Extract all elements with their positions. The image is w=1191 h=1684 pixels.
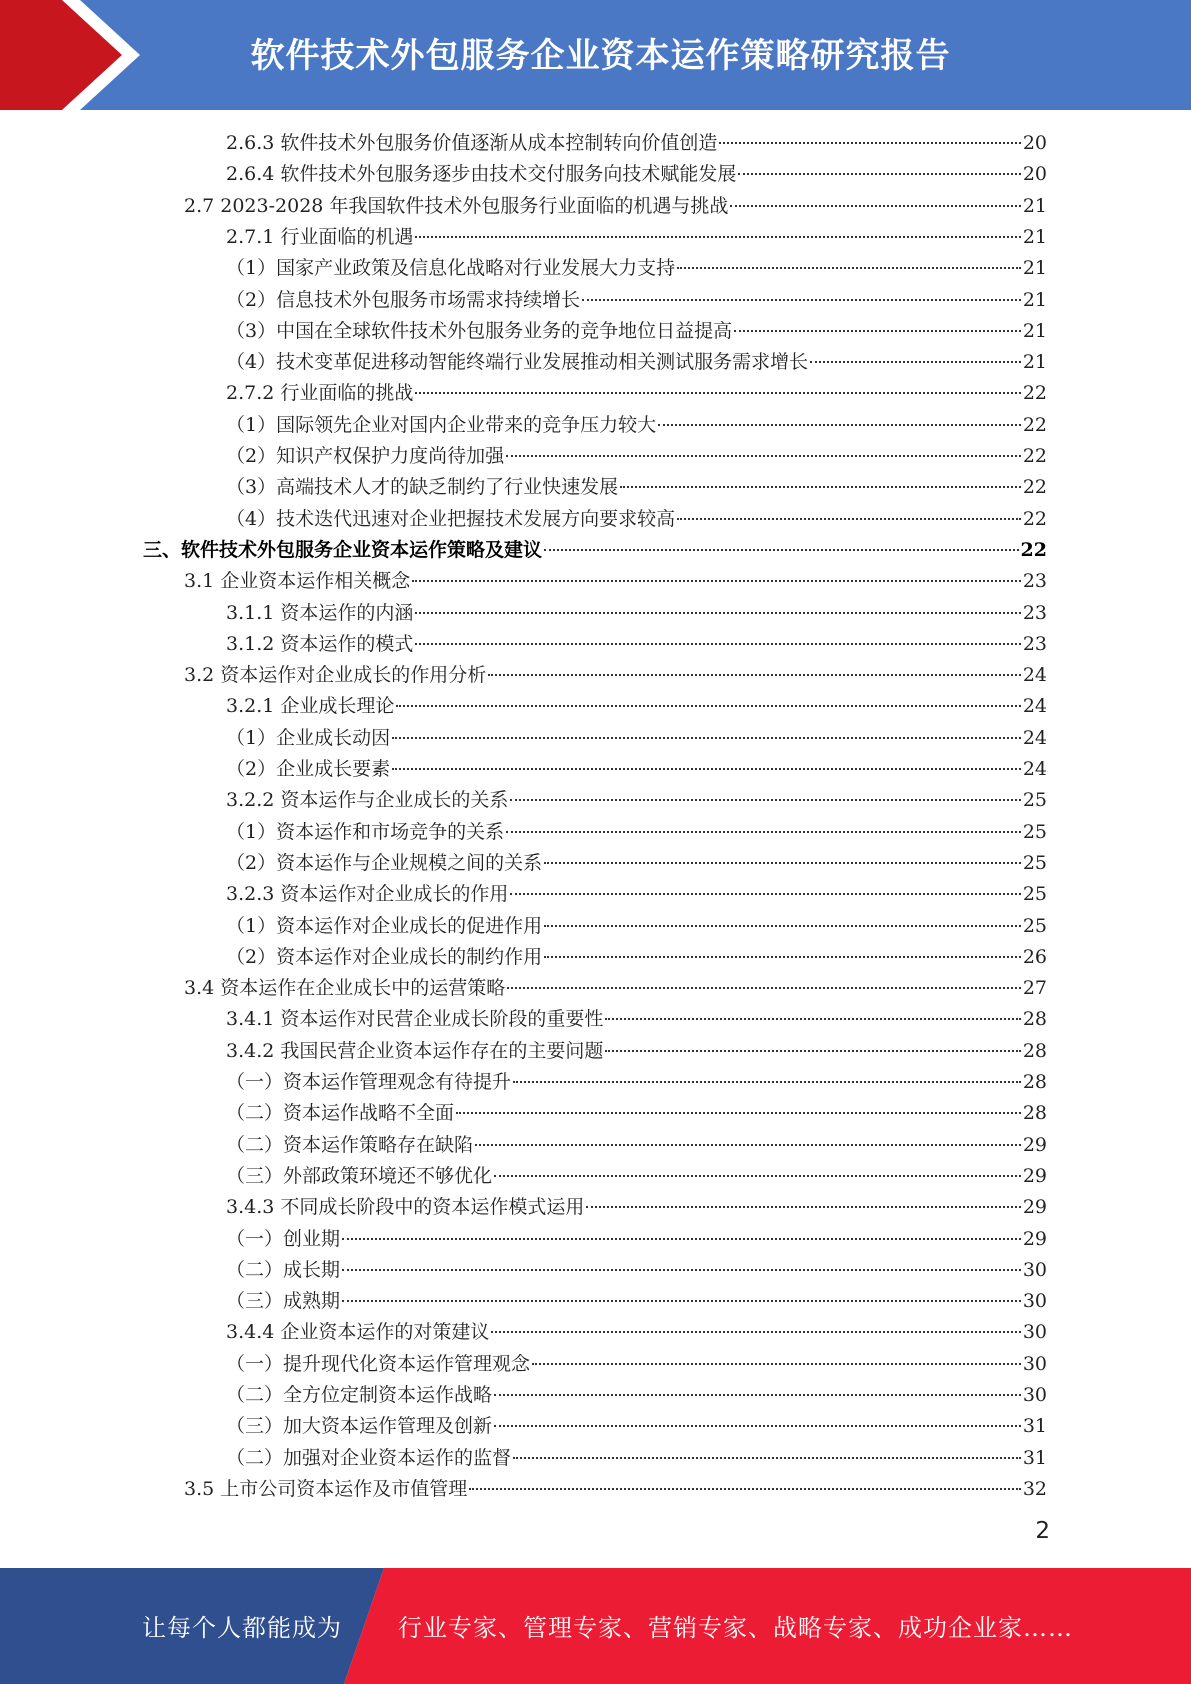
page-footer: [0, 1568, 1191, 1684]
toc-entry[interactable]: [226, 785, 1047, 816]
toc-entry-label: （2）信息技术外包服务市场需求持续增长: [226, 289, 581, 311]
toc-entry-label: （4）技术变革促进移动智能终端行业发展推动相关测试服务需求增长: [226, 351, 809, 373]
toc-dot-leader: [415, 236, 1020, 238]
toc-entry[interactable]: [226, 1255, 1047, 1286]
toc-entry-label: 3.1.2 资本运作的模式: [226, 633, 414, 655]
toc-entry-page: 20: [1022, 132, 1047, 154]
toc-dot-leader: [620, 486, 1021, 488]
toc-entry-label: （二）资本运作策略存在缺陷: [226, 1134, 474, 1156]
toc-entry-label: 3.4.2 我国民营企业资本运作存在的主要问题: [226, 1040, 604, 1062]
toc-entry-label: （二）成长期: [226, 1259, 341, 1281]
toc-dot-leader: [491, 1331, 1020, 1333]
toc-dot-leader: [494, 1394, 1021, 1396]
toc-entry[interactable]: [226, 1036, 1047, 1067]
toc-dot-leader: [415, 612, 1020, 614]
toc-entry-page: 29: [1022, 1196, 1047, 1218]
toc-entry[interactable]: [226, 1067, 1047, 1098]
toc-entry-label: 3.4 资本运作在企业成长中的运营策略: [184, 977, 506, 999]
toc-entry-label: 2.7.2 行业面临的挑战: [226, 382, 414, 404]
toc-entry-page: 22: [1020, 539, 1047, 561]
toc-entry-page: 30: [1022, 1353, 1047, 1375]
toc-entry[interactable]: [226, 1161, 1047, 1192]
toc-entry-label: 3.1.1 资本运作的内涵: [226, 602, 414, 624]
toc-dot-leader: [392, 737, 1021, 739]
toc-entry-label: （2）知识产权保护力度尚待加强: [226, 445, 505, 467]
toc-entry-label: （1）资本运作对企业成长的促进作用: [226, 915, 543, 937]
toc-entry-page: 24: [1022, 758, 1047, 780]
toc-dot-leader: [658, 424, 1021, 426]
toc-entry-page: 22: [1022, 508, 1047, 530]
toc-entry[interactable]: [226, 848, 1047, 879]
toc-entry-page: 30: [1022, 1321, 1047, 1343]
toc-entry-label: （一）资本运作管理观念有待提升: [226, 1071, 512, 1093]
toc-entry-page: 23: [1022, 570, 1047, 592]
toc-dot-leader: [494, 1175, 1021, 1177]
toc-entry-label: 3.2.3 资本运作对企业成长的作用: [226, 883, 509, 905]
toc-entry-label: （4）技术迭代迅速对企业把握技术发展方向要求较高: [226, 508, 676, 530]
toc-entry[interactable]: [226, 1004, 1047, 1035]
toc-dot-leader: [469, 1488, 1021, 1490]
toc-dot-leader: [810, 361, 1021, 363]
toc-entry-label: （1）企业成长动因: [226, 727, 391, 749]
toc-entry-label: （1）国家产业政策及信息化战略对行业发展大力支持: [226, 257, 676, 279]
toc-dot-leader: [605, 1050, 1020, 1052]
toc-entry-page: 29: [1022, 1228, 1047, 1250]
toc-entry[interactable]: [226, 817, 1047, 848]
toc-entry-label: （2）资本运作与企业规模之间的关系: [226, 852, 543, 874]
toc-entry-label: 3.2.2 资本运作与企业成长的关系: [226, 789, 509, 811]
toc-entry-page: 30: [1022, 1290, 1047, 1312]
toc-entry-page: 24: [1022, 664, 1047, 686]
footer-slogan-right: 行业专家、管理专家、营销专家、战略专家、成功企业家……: [398, 1614, 1073, 1642]
toc-entry-label: （三）外部政策环境还不够优化: [226, 1165, 493, 1187]
toc-entry[interactable]: [226, 472, 1047, 503]
toc-entry[interactable]: [226, 378, 1047, 409]
toc-entry[interactable]: [226, 504, 1047, 535]
toc-entry-label: 3.1 企业资本运作相关概念: [184, 570, 411, 592]
toc-entry[interactable]: [226, 1224, 1047, 1255]
toc-dot-leader: [392, 768, 1021, 770]
toc-entry-page: 22: [1022, 445, 1047, 467]
toc-entry[interactable]: [226, 159, 1047, 190]
toc-entry-page: 26: [1022, 946, 1047, 968]
toc-dot-leader: [510, 893, 1020, 895]
page-number: 2: [1035, 1518, 1050, 1544]
toc-entry[interactable]: [226, 410, 1047, 441]
toc-entry-label: （3）高端技术人才的缺乏制约了行业快速发展: [226, 476, 619, 498]
toc-entry-page: 29: [1022, 1165, 1047, 1187]
toc-entry-label: 3.2.1 企业成长理论: [226, 695, 395, 717]
toc-entry-page: 28: [1022, 1102, 1047, 1124]
toc-entry[interactable]: [226, 1286, 1047, 1317]
toc-entry-label: （一）提升现代化资本运作管理观念: [226, 1353, 531, 1375]
toc-entry-page: 23: [1022, 602, 1047, 624]
toc-entry-label: （三）加大资本运作管理及创新: [226, 1415, 493, 1437]
toc-entry[interactable]: [226, 879, 1047, 910]
toc-entry[interactable]: [226, 1192, 1047, 1223]
toc-entry-page: 25: [1022, 915, 1047, 937]
toc-entry[interactable]: [226, 754, 1047, 785]
toc-entry-label: （2）资本运作对企业成长的制约作用: [226, 946, 543, 968]
footer-slogan-left: 让每个人都能成为: [142, 1614, 342, 1642]
toc-entry-label: （1）资本运作和市场竞争的关系: [226, 821, 505, 843]
toc-entry-page: 30: [1022, 1259, 1047, 1281]
toc-entry[interactable]: [226, 1130, 1047, 1161]
toc-entry-page: 31: [1022, 1415, 1047, 1437]
toc-entry[interactable]: [184, 973, 1047, 1004]
toc-dot-leader: [582, 299, 1021, 301]
toc-entry[interactable]: [226, 1349, 1047, 1380]
toc-entry[interactable]: [226, 942, 1047, 973]
toc-entry-page: 28: [1022, 1040, 1047, 1062]
toc-dot-leader: [415, 392, 1020, 394]
toc-entry-page: 25: [1022, 789, 1047, 811]
toc-entry[interactable]: [226, 1380, 1047, 1411]
toc-entry[interactable]: [226, 1443, 1047, 1474]
toc-dot-leader: [730, 205, 1020, 207]
toc-entry-label: （一）创业期: [226, 1228, 341, 1250]
toc-entry-page: 24: [1022, 727, 1047, 749]
toc-dot-leader: [513, 1457, 1021, 1459]
toc-dot-leader: [605, 1018, 1020, 1020]
toc-entry-label: 3.4.3 不同成长阶段中的资本运作模式运用: [226, 1196, 585, 1218]
toc-entry-label: （2）企业成长要素: [226, 758, 391, 780]
toc-entry[interactable]: [226, 285, 1047, 316]
toc-dot-leader: [734, 330, 1021, 332]
toc-dot-leader: [396, 705, 1020, 707]
toc-entry[interactable]: [184, 660, 1047, 691]
toc-dot-leader: [532, 1363, 1021, 1365]
toc-entry-page: 21: [1022, 289, 1047, 311]
toc-entry[interactable]: [226, 1098, 1047, 1129]
toc-entry[interactable]: [184, 1474, 1047, 1505]
toc-dot-leader: [510, 799, 1020, 801]
toc-dot-leader: [412, 580, 1021, 582]
toc-entry-page: 24: [1022, 695, 1047, 717]
toc-dot-leader: [544, 549, 1019, 551]
toc-entry-label: 3.2 资本运作对企业成长的作用分析: [184, 664, 487, 686]
toc-entry-label: （二）全方位定制资本运作战略: [226, 1384, 493, 1406]
toc-entry[interactable]: [226, 598, 1047, 629]
toc-entry-page: 25: [1022, 852, 1047, 874]
toc-dot-leader: [506, 831, 1021, 833]
toc-dot-leader: [719, 142, 1020, 144]
toc-dot-leader: [415, 643, 1020, 645]
toc-entry-label: 2.7.1 行业面临的机遇: [226, 226, 414, 248]
toc-entry-page: 25: [1022, 883, 1047, 905]
toc-dot-leader: [677, 267, 1021, 269]
toc-entry-page: 22: [1022, 476, 1047, 498]
toc-entry-page: 25: [1022, 821, 1047, 843]
toc-entry-page: 23: [1022, 633, 1047, 655]
toc-entry-label: （二）资本运作战略不全面: [226, 1102, 455, 1124]
toc-entry-page: 21: [1022, 320, 1047, 342]
toc-entry-page: 30: [1022, 1384, 1047, 1406]
toc-dot-leader: [677, 518, 1021, 520]
toc-entry[interactable]: [226, 723, 1047, 754]
toc-entry-page: 22: [1022, 382, 1047, 404]
toc-dot-leader: [475, 1144, 1021, 1146]
toc-entry-label: 3.4.4 企业资本运作的对策建议: [226, 1321, 490, 1343]
toc-entry[interactable]: [226, 911, 1047, 942]
toc-entry[interactable]: [184, 191, 1047, 222]
toc-dot-leader: [456, 1112, 1021, 1114]
toc-entry-page: 21: [1022, 351, 1047, 373]
toc-entry[interactable]: [226, 1411, 1047, 1442]
toc-dot-leader: [494, 1425, 1021, 1427]
toc-entry-page: 29: [1022, 1134, 1047, 1156]
toc-entry-page: 28: [1022, 1008, 1047, 1030]
toc-entry[interactable]: [226, 347, 1047, 378]
toc-entry[interactable]: [226, 316, 1047, 347]
toc-dot-leader: [506, 455, 1021, 457]
toc-entry-label: 3.4.1 资本运作对民营企业成长阶段的重要性: [226, 1008, 604, 1030]
toc-entry-label: 2.7 2023-2028 年我国软件技术外包服务行业面临的机遇与挑战: [184, 195, 729, 217]
toc-entry-page: 27: [1022, 977, 1047, 999]
toc-dot-leader: [544, 862, 1021, 864]
toc-entry[interactable]: [226, 222, 1047, 253]
toc-entry-page: 32: [1022, 1478, 1047, 1500]
toc-entry-label: 2.6.4 软件技术外包服务逐步由技术交付服务向技术赋能发展: [226, 163, 737, 185]
toc-entry-page: 31: [1022, 1447, 1047, 1469]
toc-entry-page: 22: [1022, 414, 1047, 436]
toc-entry[interactable]: [226, 253, 1047, 284]
toc-dot-leader: [513, 1081, 1021, 1083]
toc-dot-leader: [544, 956, 1021, 958]
toc-entry-page: 20: [1022, 163, 1047, 185]
toc-dot-leader: [507, 987, 1021, 989]
toc-entry-page: 21: [1022, 195, 1047, 217]
page-header: [0, 0, 1191, 110]
toc-dot-leader: [586, 1206, 1020, 1208]
toc-entry-label: （二）加强对企业资本运作的监督: [226, 1447, 512, 1469]
toc-entry-page: 21: [1022, 257, 1047, 279]
toc-entry[interactable]: [184, 566, 1047, 597]
toc-dot-leader: [342, 1269, 1021, 1271]
toc-entry-label: （3）中国在全球软件技术外包服务业务的竞争地位日益提高: [226, 320, 733, 342]
toc-entry[interactable]: [226, 1317, 1047, 1348]
toc-entry-page: 28: [1022, 1071, 1047, 1093]
toc-entry[interactable]: [226, 629, 1047, 660]
toc-entry[interactable]: [226, 441, 1047, 472]
toc-entry[interactable]: [143, 535, 1047, 566]
toc-dot-leader: [488, 674, 1021, 676]
toc-entry-label: 三、软件技术外包服务企业资本运作策略及建议: [143, 539, 543, 561]
toc-entry[interactable]: [226, 128, 1047, 159]
toc-entry-label: 2.6.3 软件技术外包服务价值逐渐从成本控制转向价值创造: [226, 132, 718, 154]
toc-entry-label: （三）成熟期: [226, 1290, 341, 1312]
toc-entry[interactable]: [226, 691, 1047, 722]
toc-entry-label: （1）国际领先企业对国内企业带来的竞争压力较大: [226, 414, 657, 436]
toc-dot-leader: [342, 1300, 1021, 1302]
report-title: 软件技术外包服务企业资本运作策略研究报告: [250, 36, 951, 76]
toc-entry-label: 3.5 上市公司资本运作及市值管理: [184, 1478, 468, 1500]
toc-entry-page: 21: [1022, 226, 1047, 248]
toc-dot-leader: [544, 925, 1021, 927]
toc-dot-leader: [342, 1238, 1021, 1240]
toc-dot-leader: [738, 173, 1020, 175]
